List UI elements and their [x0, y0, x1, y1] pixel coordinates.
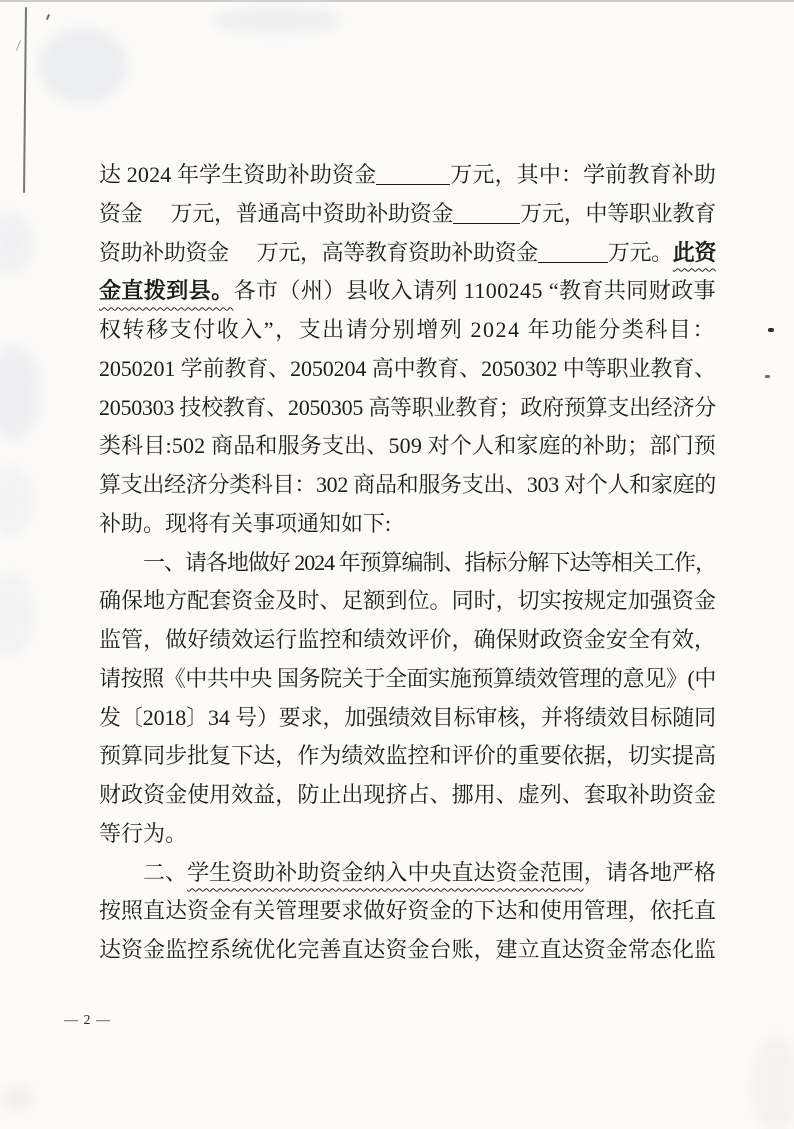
scan-smudge [38, 28, 128, 103]
scan-smudge [0, 345, 41, 440]
scan-smudge [0, 465, 33, 537]
text-segment: 万元，其中：学前教育补助 [450, 162, 716, 187]
blank-fill-line [453, 220, 520, 224]
text-line [99, 427, 716, 466]
wavy-underlined-text: 学生资助补助资金纳入中央直达资金范围 [187, 859, 584, 885]
text-segment: 财政资金使用效益，防止出现挤占、挪用、虚列、套取补助资金 [99, 782, 716, 807]
text-line [99, 931, 716, 970]
text-segment: 达资金监控系统优化完善直达资金台账，建立直达资金常态化监 [99, 937, 716, 962]
blank-fill-line [538, 259, 608, 263]
text-segment: 权转移支付收入”，支出请分别增列 2024 年功能分类科目： [99, 317, 716, 342]
char-gap [143, 220, 171, 221]
text-segment: 等行为。 [99, 820, 188, 846]
text-segment: 类科目:502 商品和服务支出、509 对个人和家庭的补助；部门预 [99, 433, 716, 459]
text-segment: 算支出经济分类科目：302 商品和服务支出、303 对个人和家庭的 [99, 472, 716, 497]
text-segment: 各市（州）县收入请列 1100245 “教育共同财政事 [233, 278, 716, 304]
document-body [99, 156, 716, 970]
ink-tick-artifact [46, 14, 50, 20]
text-segment: 一、请各地做好 2024 年预算编制、指标分解下达等相关工作， [143, 549, 716, 575]
scan-edge-shadow [0, 0, 794, 2]
text-line [99, 621, 716, 660]
text-line [99, 699, 716, 738]
text-line [99, 466, 716, 505]
text-segment: 预算同步批复下达，作为绩效监控和评价的重要依据，切实提高 [99, 743, 716, 769]
scan-smudge [2, 1086, 32, 1110]
text-segment: 资金 [99, 200, 143, 226]
text-line [99, 350, 716, 389]
text-line [99, 776, 716, 815]
text-segment: ，请各地严格 [583, 859, 716, 885]
text-line [99, 737, 716, 776]
text-segment: 二、 [143, 859, 188, 885]
text-segment: 万元，高等教育资助补助资金 [256, 239, 538, 265]
scan-smudge [752, 1035, 794, 1129]
bold-wavy-underlined-text: 此资 [672, 239, 716, 265]
text-segment: 2050303 技校教育、2050305 高等职业教育；政府预算支出经济分 [99, 394, 716, 420]
text-segment: 监管，做好绩效运行监控和绩效评价，确保财政资金安全有效， [99, 627, 716, 652]
text-segment: 万元。 [607, 239, 673, 265]
text-line [99, 272, 716, 311]
bold-wavy-underlined-text: 金直拨到县。 [99, 278, 234, 304]
char-gap [229, 259, 257, 260]
text-line [99, 311, 716, 350]
text-segment: 万元，普通高中资助补助资金 [170, 200, 454, 226]
ink-speck [768, 328, 774, 332]
scan-smudge [0, 212, 33, 274]
text-line [99, 544, 716, 583]
text-segment: 万元，中等职业教育 [520, 200, 716, 226]
text-segment: 按照直达资金有关管理要求做好资金的下达和使用管理，依托直 [99, 898, 716, 924]
text-line [99, 156, 716, 195]
text-segment: 2050201 学前教育、2050204 高中教育、2050302 中等职业教育、 [99, 355, 716, 381]
text-line [99, 389, 716, 428]
text-segment: 达 2024 年学生资助补助资金 [99, 162, 377, 187]
pencil-mark-artifact [16, 40, 21, 51]
blank-fill-line [376, 181, 450, 185]
text-segment: 请按照《中共中央 国务院关于全面实施预算绩效管理的意见》(中 [99, 665, 716, 691]
text-line [99, 505, 716, 544]
text-line [99, 854, 716, 893]
scan-smudge [0, 572, 34, 657]
pencil-line-artifact [23, 7, 26, 193]
text-line [99, 234, 716, 273]
text-segment: 发〔2018〕34 号）要求，加强绩效目标审核，并将绩效目标随同 [99, 704, 716, 730]
text-segment: 资助补助资金 [99, 239, 229, 265]
ink-speck [765, 375, 770, 378]
text-line [99, 660, 716, 699]
text-segment: 确保地方配套资金及时、足额到位。同时，切实按规定加强资金 [99, 588, 716, 614]
text-line [99, 815, 716, 854]
text-line [99, 892, 716, 931]
text-line [99, 195, 716, 234]
scan-smudge [212, 6, 342, 34]
text-segment: 补助。现将有关事项通知如下: [99, 510, 392, 536]
page-number: — 2 — [64, 1013, 111, 1028]
text-line [99, 582, 716, 621]
